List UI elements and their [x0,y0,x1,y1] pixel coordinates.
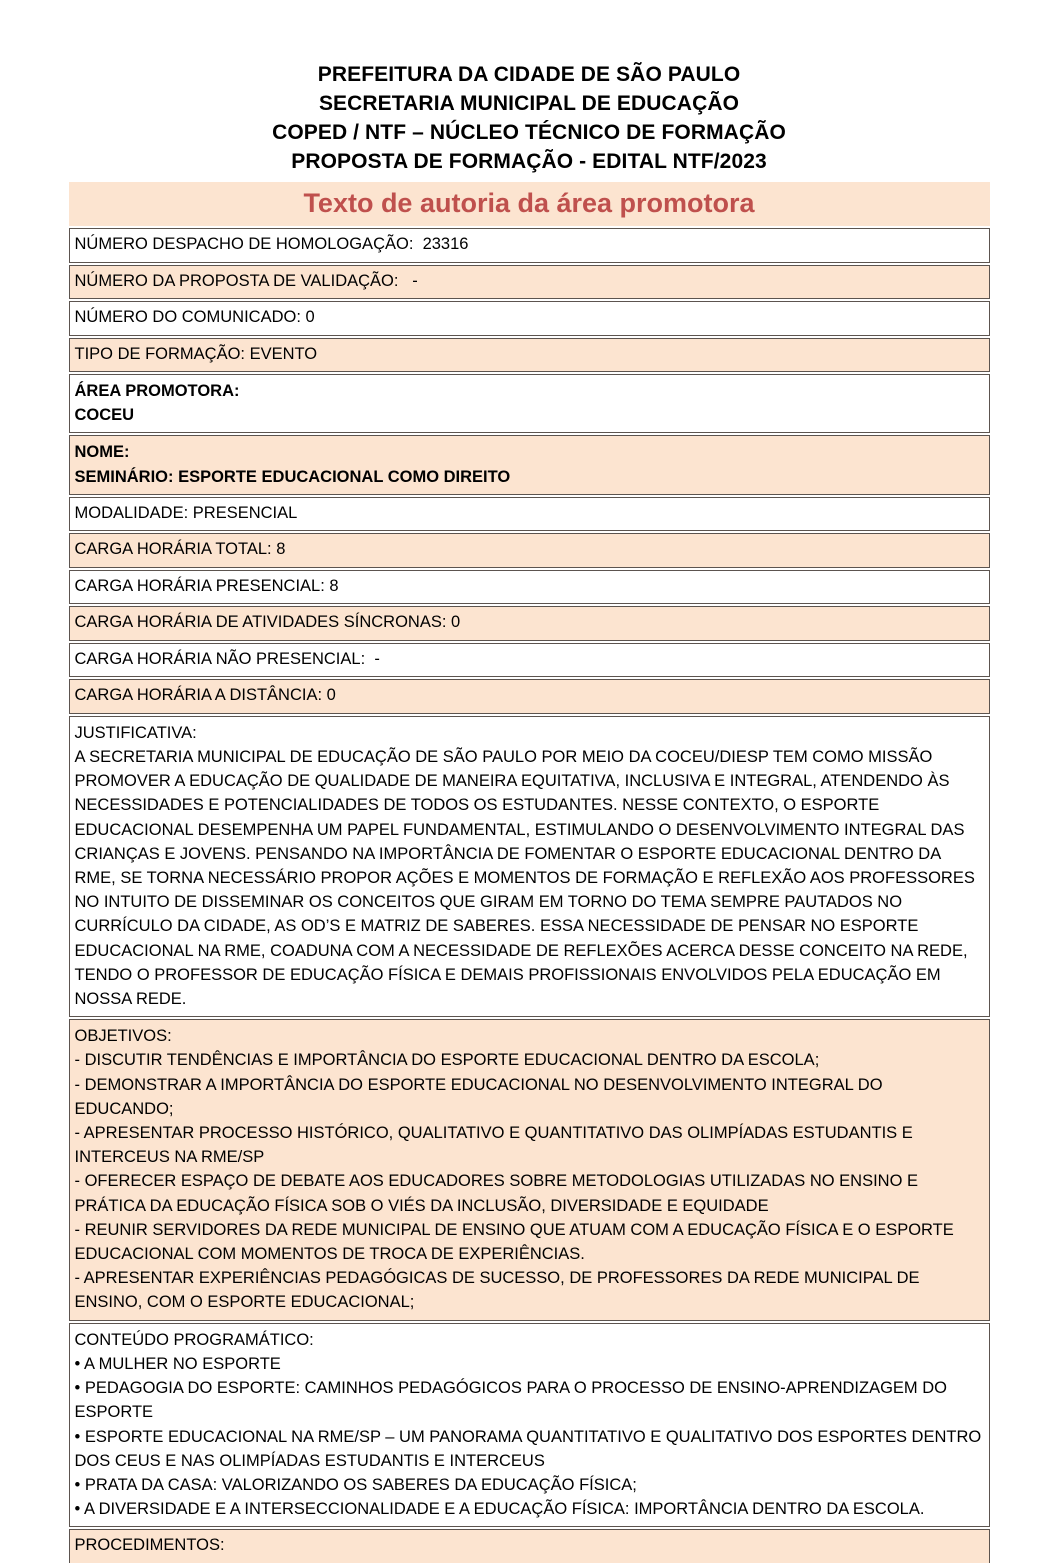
field-line: A SECRETARIA MUNICIPAL DE EDUCAÇÃO DE SÃO PAULO POR MEIO DA COCEU/DIESP TEM COMO MISSÃO PROMOVER A EDUCAÇÃO DE QUALIDADE DE MANEIRA EQUITATIVA, INCLUSIVA E INTEGRAL, ATENDENDO ÀS NECESSIDADES E POTENCIALIDADES DE TODOS OS ESTUDANTES. NESSE CONTEXTO, O ESPORTE EDUCACIONAL DESEMPENHA UM PAPEL FUNDAMENTAL, ESTIMULANDO O DESENVOLVIMENTO INTEGRAL DAS CRIANÇAS E JOVENS. PENSANDO NA IMPORTÂNCIA DE FOMENTAR O ESPORTE EDUCACIONAL DENTRO DA RME, SE TORNA NECESSÁRIO PROPOR AÇÕES E MOMENTOS DE FORMAÇÃO E REFLEXÃO AOS PROFESSORES NO INTUITO DE DISSEMINAR OS CONCEITOS QUE GIRAM EM TORNO DO TEMA SEMPRE PAUTADOS NO CURRÍCULO DA CIDADE, AS OD’S E MATRIZ DE SABERES. ESSA NECESSIDADE DE PENSAR NO ESPORTE EDUCACIONAL NA RME, COADUNA COM A NECESSIDADE DE REFLEXÕES ACERCA DESSE CONCEITO NA REDE, TENDO O PROFESSOR DE EDUCAÇÃO FÍSICA E DEMAIS PROFISSIONAIS ENVOLVIDOS PELA EDUCAÇÃO EM NOSSA REDE. [74,748,980,1009]
field-line: SEMINÁRIO: ESPORTE EDUCACIONAL COMO DIREITO [74,467,511,486]
field-line: CONTEÚDO PROGRAMÁTICO: [74,1330,314,1349]
field-line: CARGA HORÁRIA A DISTÂNCIA: 0 [74,686,336,705]
field-line: NÚMERO DA PROPOSTA DE VALIDAÇÃO: - [74,271,418,290]
field-line: - APRESENTAR PROCESSO HISTÓRICO, QUALITATIVO E QUANTITATIVO DAS OLIMPÍADAS ESTUDANTIS E INTERCEUS NA RME/SP [74,1124,918,1167]
field-line: NÚMERO DESPACHO DE HOMOLOGAÇÃO: 23316 [74,235,469,253]
table-row [69,301,990,336]
table-row [69,570,990,605]
field-modalidade [69,497,990,532]
table-row [69,1529,990,1563]
field-nome [69,435,990,494]
field-line: - DISCUTIR TENDÊNCIAS E IMPORTÂNCIA DO ESPORTE EDUCACIONAL DENTRO DA ESCOLA; [74,1051,820,1070]
field-carga-horaria-total [69,533,990,568]
section-title-text: Texto de autoria da área promotora [303,188,755,218]
table-row [69,228,990,263]
field-procedimentos [69,1529,990,1563]
field-carga-horaria-a-distancia [69,679,990,714]
table-row [69,374,990,433]
field-numero-proposta-validacao [69,265,990,300]
field-line: CARGA HORÁRIA NÃO PRESENCIAL: - [74,649,380,668]
field-line: • PRATA DA CASA: VALORIZANDO OS SABERES DA EDUCAÇÃO FÍSICA; [74,1475,637,1494]
table-row [69,1323,990,1528]
field-line: CARGA HORÁRIA TOTAL: 8 [74,540,286,559]
table-row [69,435,990,494]
table-row [69,265,990,300]
header-line-3: COPED / NTF – NÚCLEO TÉCNICO DE FORMAÇÃO [272,121,786,144]
proposal-fields-table [69,226,990,1565]
field-line: • ESPORTE EDUCACIONAL NA RME/SP – UM PANORAMA QUANTITATIVO E QUALITATIVO DOS ESPORTES DENTRO DOS CEUS E NAS OLIMPÍADAS ESTUDANTIS E INTERCEUS [74,1427,986,1470]
table-row [69,606,990,641]
field-line: JUSTIFICATIVA: [74,723,197,742]
field-line: CARGA HORÁRIA DE ATIVIDADES SÍNCRONAS: 0 [74,613,461,632]
field-line: OBJETIVOS: [74,1027,172,1046]
table-row [69,679,990,714]
field-line: MODALIDADE: PRESENCIAL [74,503,298,522]
field-line: PROCEDIMENTOS: [74,1536,225,1555]
field-line: • A DIVERSIDADE E A INTERSECCIONALIDADE E A EDUCAÇÃO FÍSICA: IMPORTÂNCIA DENTRO DA ESCOLA. [74,1500,925,1519]
table-row [69,533,990,568]
table-row [69,716,990,1017]
field-conteudo-programatico [69,1323,990,1528]
field-line: • PEDAGOGIA DO ESPORTE: CAMINHOS PEDAGÓGICOS PARA O PROCESSO DE ENSINO-APRENDIZAGEM DO ESPORTE [74,1379,952,1422]
table-row [69,338,990,373]
field-line: - DEMONSTRAR A IMPORTÂNCIA DO ESPORTE EDUCACIONAL NO DESENVOLVIMENTO INTEGRAL DO EDUCANDO; [74,1075,888,1118]
field-carga-horaria-atividades-sincronas [69,606,990,641]
field-objetivos [69,1019,990,1320]
section-title-banner [69,182,990,226]
field-line: NÚMERO DO COMUNICADO: 0 [74,308,315,326]
document-header [0,0,1058,176]
field-tipo-de-formacao [69,338,990,373]
field-line: - OFERECER ESPAÇO DE DEBATE AOS EDUCADORES SOBRE METODOLOGIAS UTILIZADAS NO ENSINO E PRÁTICA DA EDUCAÇÃO FÍSICA SOB O VIÉS DA INCLUSÃO, DIVERSIDADE E EQUIDADE [74,1172,923,1215]
header-line-4: PROPOSTA DE FORMAÇÃO - EDITAL NTF/2023 [291,150,767,173]
field-line: - REUNIR SERVIDORES DA REDE MUNICIPAL DE ENSINO QUE ATUAM COM A EDUCAÇÃO FÍSICA E O ESPORTE EDUCACIONAL COM MOMENTOS DE TROCA DE EXPERIÊNCIAS. [74,1220,959,1264]
field-justificativa [69,716,990,1017]
table-row [69,497,990,532]
field-line: COCEU [74,406,135,425]
field-numero-comunicado [69,301,990,336]
proposal-fields-body [69,228,990,1563]
field-line: NOME: [74,443,130,462]
field-carga-horaria-presencial [69,570,990,605]
header-line-1: PREFEITURA DA CIDADE DE SÃO PAULO [317,63,741,86]
field-numero-despacho-homologacao [69,228,990,263]
field-line: ÁREA PROMOTORA: [74,382,240,400]
field-line: - APRESENTAR EXPERIÊNCIAS PEDAGÓGICAS DE SUCESSO, DE PROFESSORES DA REDE MUNICIPAL DE ENSINO, COM O ESPORTE EDUCACIONAL; [74,1269,925,1312]
field-line: CARGA HORÁRIA PRESENCIAL: 8 [74,576,339,595]
table-row [69,1019,990,1320]
field-carga-horaria-nao-presencial [69,643,990,678]
header-line-2: SECRETARIA MUNICIPAL DE EDUCAÇÃO [318,92,740,115]
field-line: TIPO DE FORMAÇÃO: EVENTO [74,344,318,363]
field-area-promotora [69,374,990,433]
table-row [69,643,990,678]
field-line: • A MULHER NO ESPORTE [74,1354,281,1373]
